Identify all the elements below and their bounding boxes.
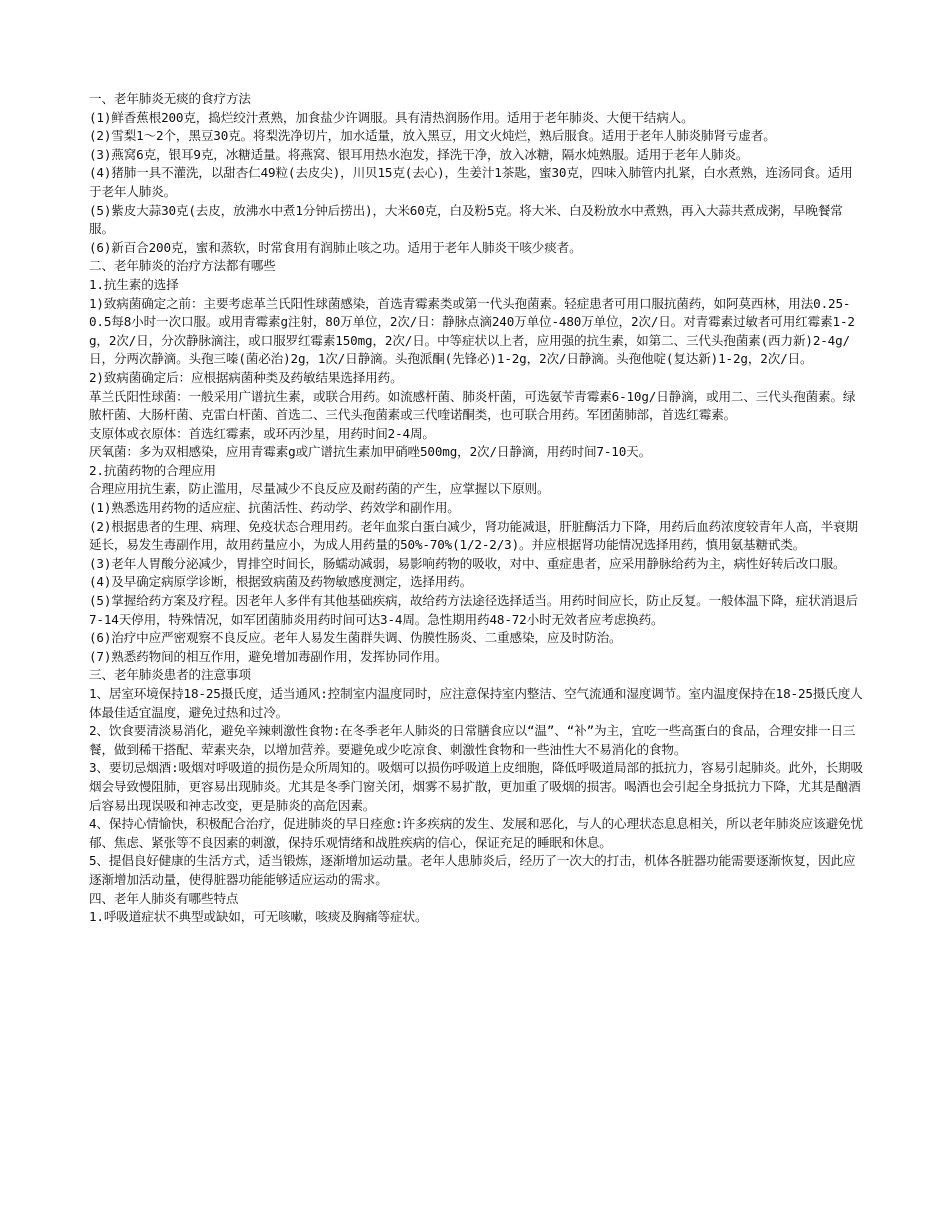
paragraph: (1)鲜香蕉根200克，捣烂绞汁煮熟，加食盐少许调服。具有清热润肠作用。适用于老年肺炎、大便干结病人。	[89, 109, 694, 125]
paragraph: 1、居室环境保持18-25摄氏度，适当通风:控制室内温度同时，应注意保持室内整洁、空气流通和湿度调节。室内温度保持在18-25摄氏度人体最佳适宜温度，避免过热和过冷。	[89, 686, 863, 720]
paragraph: (3)老年人胃酸分泌减少，胃排空时间长，肠蠕动减弱，易影响药物的吸收，对中、重症患者，应采用静脉给药为主，病性好转后改口服。	[89, 555, 846, 571]
paragraph: 1.呼吸道症状不典型或缺如，可无咳嗽，咳痰及胸痛等症状。	[89, 909, 428, 925]
paragraph: (4)猪肺一具不灌洗，以甜杏仁49粒(去皮尖)，川贝15克(去心)，生姜汁1茶匙，蜜30克，四味入肺管内扎紧，白水煮熟，连汤同食。适用于老年人肺炎。	[89, 165, 853, 199]
paragraph: 1)致病菌确定之前：主要考虑革兰氏阳性球菌感染，首选青霉素类或第一代头孢菌素。轻症患者可用口服抗菌药，如阿莫西林，用法0.25-0.5每8小时一次口服。或用青霉素g注射，80万单位，2次/日：静脉点滴240万单位-480万单位，2次/日。对青霉素过敏者可用红霉素1-2g，2次/日，分次静脉滴注，或口服罗红霉素150mg，2次/日。中等症状以上者，应用强的抗生素，如第二、三代头孢菌素(西力新)2-4g/日，分两次静滴。头孢三嗪(菌必治)2g，1次/日静滴。头孢派酮(先锋必)1-2g，2次/日静滴。头孢他啶(复达新)1-2g，2次/日。	[89, 295, 855, 367]
paragraph: (1)熟悉选用药物的适应症、抗菌活性、药动学、药效学和副作用。	[89, 500, 460, 516]
paragraph: (7)熟悉药物间的相互作用，避免增加毒副作用，发挥协同作用。	[89, 648, 448, 664]
paragraph: (6)新百合200克，蜜和蒸软，时常食用有润肺止咳之功。适用于老年人肺炎干咳少痰者。	[89, 239, 582, 255]
paragraph: 2)致病菌确定后：应根据病菌种类及药敏结果选择用药。	[89, 369, 403, 385]
section-heading-1: 一、老年肺炎无痰的食疗方法	[89, 91, 251, 106]
section-heading-2: 二、老年肺炎的治疗方法都有哪些	[89, 258, 276, 274]
section-heading-4: 四、老年人肺炎有哪些特点	[89, 890, 239, 906]
paragraph: 支原体或衣原体：首选红霉素，或环丙沙星，用药时间2-4周。	[89, 425, 435, 441]
paragraph: (6)治疗中应严密观察不良反应。老年人易发生菌群失调、伪膜性肠炎、二重感染，应及时防治。	[89, 630, 622, 646]
paragraph: 5、提倡良好健康的生活方式，适当锻炼，逐渐增加运动量。老年人患肺炎后，经历了一次大的打击，机体各脏器功能需要逐渐恢复，因此应逐渐增加活动量，使得脏器功能能够适应运动的需求。	[89, 853, 856, 887]
paragraph: 3、要切忌烟酒:吸烟对呼吸道的损伤是众所周知的。吸烟可以损伤呼吸道上皮细胞，降低呼吸道局部的抵抗力，容易引起肺炎。此外，长期吸烟会导致慢阻肺，更容易出现肺炎。尤其是冬季门窗关闭，烟雾不易扩散，更加重了吸烟的损害。喝酒也会引起全身抵抗力下降，尤其是酗酒后容易出现误吸和神志改变，更是肺炎的高危因素。	[89, 760, 863, 813]
section-heading-3: 三、老年肺炎患者的注意事项	[89, 667, 251, 683]
subheading: 2.抗菌药物的合理应用	[89, 462, 216, 478]
document-body	[89, 90, 864, 927]
paragraph: (5)掌握给药方案及疗程。因老年人多伴有其他基础疾病，故给药方法途径选择适当。用药时间应长，防止反复。一般体温下降，症状消退后7-14天停用，特殊情况，如军团菌肺炎用药时间可达3-4周。急性期用药48-72小时无效者应考虑换药。	[89, 593, 858, 627]
paragraph: (3)燕窝6克，银耳9克，冰糖适量。将燕窝、银耳用热水泡发，择洗干净，放入冰糖，隔水炖熟服。适用于老年人肺炎。	[89, 146, 749, 162]
subheading: 1.抗生素的选择	[89, 276, 179, 292]
paragraph: (2)雪梨1～2个，黑豆30克。将梨洗净切片，加水适量，放入黑豆，用文火炖烂，熟后服食。适用于老年人肺炎肺肾亏虚者。	[89, 128, 776, 144]
paragraph: 革兰氏阳性球菌：一般采用广谱抗生素，或联合用药。如流感杆菌、肺炎杆菌，可选氨苄青霉素6-10g/日静滴，或用二、三代头孢菌素。绿脓杆菌、大肠杆菌、克雷白杆菌、首选二、三代头孢菌素或三代喹诺酮类，也可联合用药。军团菌肺部，首选红霉素。	[89, 388, 856, 423]
paragraph: (5)紫皮大蒜30克(去皮，放沸水中煮1分钟后捞出)，大米60克，白及粉5克。将大米、白及粉放水中煮熟，再入大蒜共煮成粥，早晚餐常服。	[89, 202, 843, 237]
paragraph: (2)根据患者的生理、病理、免疫状态合理用药。老年血浆白蛋白减少，肾功能减退，肝脏酶活力下降，用药后血药浓度较青年人高，半衰期延长，易发生毒副作用，故用药量应小，为成人用药量的50%-70%(1/2-2/3)。并应根据肾功能情况选择用药，慎用氨基糖甙类。	[89, 518, 858, 553]
paragraph: 4、保持心情愉快，积极配合治疗，促进肺炎的早日痊愈:许多疾病的发生、发展和恶化，与人的心理状态息息相关，所以老年肺炎应该避免忧郁、焦虑、紧张等不良因素的刺激，保持乐观情绪和战胜疾病的信心，保证充足的睡眠和休息。	[89, 816, 863, 850]
paragraph: 合理应用抗生素，防止滥用，尽量减少不良反应及耐药菌的产生，应掌握以下原则。	[89, 481, 550, 497]
paragraph: 厌氧菌：多为双相感染，应用青霉素g或广谱抗生素加甲硝唑500mg，2次/日静滴，用药时间7-10天。	[89, 444, 652, 460]
paragraph: (4)及早确定病原学诊断，根据致病菌及药物敏感度测定，选择用药。	[89, 574, 473, 590]
paragraph: 2、饮食要清淡易消化，避免辛辣刺激性食物:在冬季老年人肺炎的日常膳食应以“温”、“补”为主，宜吃一些高蛋白的食品，合理安排一日三餐，做到稀干搭配、荤素夹杂，以增加营养。要避免或少吃凉食、刺激性食物和一些油性大不易消化的食物。	[89, 723, 856, 757]
